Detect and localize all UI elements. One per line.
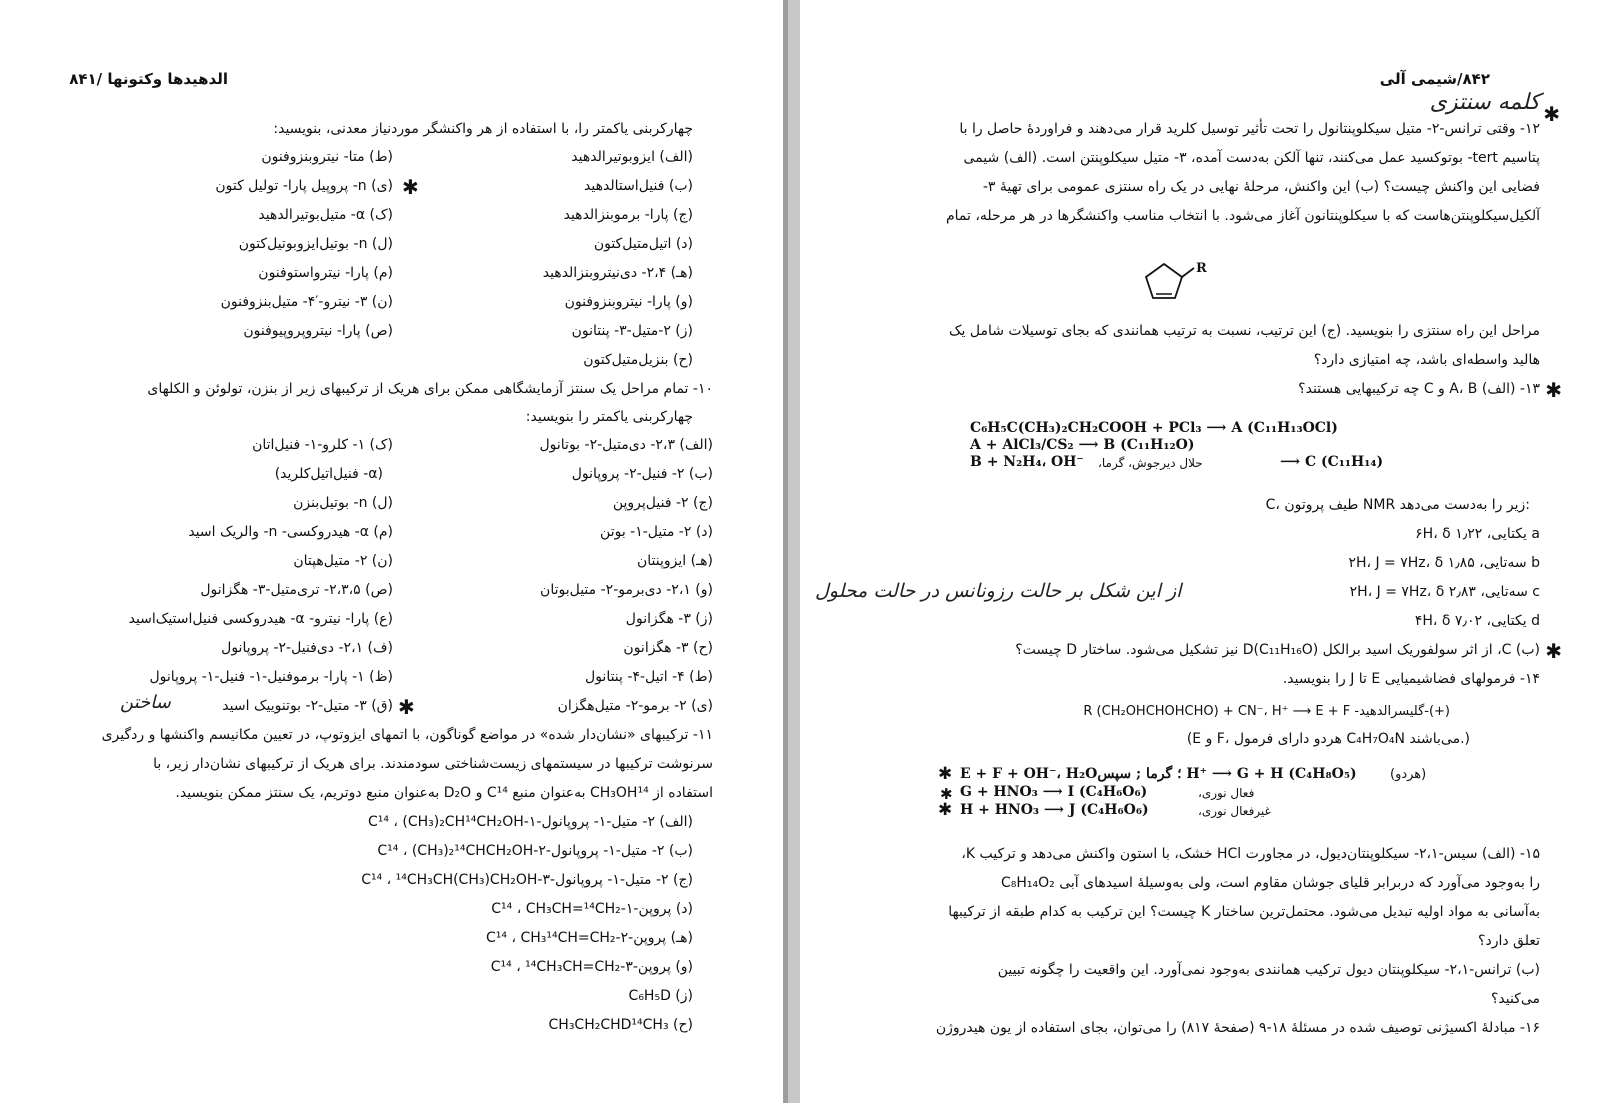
handwritten-header-note: کلمه سنتزی [1429,90,1540,115]
q10-item: (ق) ۳- متیل-۲- بوتنوییک اسید [222,698,393,714]
q14-note: غیرفعال نوری، [1198,804,1271,818]
q14-note: فعال نوری، [1198,786,1255,800]
q13-equation: C₆H₅C(CH₃)₂CH₂COOH + PCl₃ ⟶ A (C₁₁H₁₃OCl) [970,420,1338,436]
q11-line: ۱۱- ترکیبهای «نشان‌دار شده» در مواضع گوناگون، با اتمهای ایزوتوپ، در تعیین مکانیسم واکنشها و ردگیری [101,727,713,743]
q12-line: هالید واسطه‌ای باشد، چه امتیازی دارد؟ [1313,352,1540,368]
q13-condition: حلال دیرجوش، گرما، [1098,456,1203,470]
q15-line: C₈H₁₄O₂ را به‌وجود می‌آورد که دربرابر قلیای جوشان مقاوم است، ولی به‌وسیلهٔ اسیدهای آبی [1001,875,1540,891]
q11-line: استفاده از CH₃OH¹⁴ به‌عنوان منبع C¹⁴ و D₂O به‌عنوان منبع دوتریم، یک سنتز ممکن بنویسید. [175,785,713,801]
q9-item: (ی) n- پروپیل پارا- تولیل کتون [215,178,393,194]
q11-item: (ز) C₆H₅D [628,988,693,1004]
q9-item: (ب) فنیل‌استالدهید [584,178,693,194]
handwritten-note: ساختن [120,692,171,713]
q15-line: (ب) ترانس-۲،۱- سیکلوپنتان دیول ترکیب همانندی به‌وجود نمی‌آورد. این واقعیت را چگونه تبیین [997,962,1540,978]
q12-line: ۱۲- وقتی ترانس-۲- متیل سیکلوپنتانول را تحت تأثیر توسیل کلرید قرار می‌دهند و فراوردهٔ حاصل را با [959,121,1540,137]
q14-equation: E + F + OH⁻، H₂O؛ گرما ; سپس H⁺ ⟶ G + H (C₄H₈O₅) [960,766,1357,782]
q10-item: (ف) ۲،۱- دی‌فنیل-۲- پروپانول [221,640,393,656]
q14-equation: G + HNO₃ ⟶ I (C₄H₆O₆) [960,784,1148,800]
q13-equation: A + AlCl₃/CS₂ ⟶ B (C₁₁H₁₂O) [970,437,1195,453]
intro-line: چهارکربنی یاکمتر را، با استفاده از هر واکنشگر موردنیاز معدنی، بنویسید: [273,121,693,137]
q10-item: (ب) ۲- فنیل-۲- پروپانول [571,466,713,482]
q13-line: ۱۳- (الف) A، B و C چه ترکیبهایی هستند؟ [1298,381,1540,397]
q10-item: (الف) ۲،۳- دی‌متیل-۲- بوتانول [539,437,713,453]
q14-note: (E و F، هردو دارای فرمول C₄H₇O₄N می‌باشند.) [1186,731,1470,747]
nmr-intro: C، طیف پروتون NMR زیر را به‌دست می‌دهد: [1265,497,1530,513]
q14-note: (هردو) [1390,767,1427,782]
right-page [800,0,1600,1103]
handwritten-star-icon: ✱ [1545,378,1562,402]
q9-item: (ط) متا- نیتروبنزوفنون [261,149,393,165]
q10-item: (ل) n- بوتیل‌بنزن [293,495,393,511]
handwritten-star-icon: ✱ [1545,639,1562,663]
handwritten-star-icon: ✱ [938,800,953,820]
q9-item: (م) پارا- نیترواستوفنون [258,265,393,281]
q10-item: (ص) ۲،۳،۵- تری‌متیل-۳- هگزانول [200,582,393,598]
q9-item: (هـ) ۲،۴- دی‌نیتروبنزالدهید [542,265,693,281]
book-gutter [783,0,800,1103]
q14-equation: H + HNO₃ ⟶ J (C₄H₆O₆) [960,802,1149,818]
q10-item: (ح) ۳- هگزانون [623,640,713,656]
q13-equation: ⟶ C (C₁₁H₁₄) [1280,454,1384,470]
left-page-header: الدهیدها وکتونها /۸۴۱ [69,70,228,88]
q9-item: (ل) n- بوتیل‌ایزوبوتیل‌کتون [238,236,393,252]
left-page [0,0,783,1103]
nmr-signal: c سه‌تایی، ۲H، J = ۷Hz، δ ۲٫۸۳ [1349,584,1540,600]
handwritten-nmr-note: از این شکل بر حالت رزونانس در حالت محلول [815,580,1182,602]
q12-line: فضایی این واکنش چیست؟ (ب) این واکنش، مرحلهٔ نهایی در یک راه سنتزی عمومی برای تهیهٔ ۳- [982,179,1540,195]
q11-item: (ج) ۲- متیل-۱- پروپانول-۳-C¹⁴ ، ¹⁴CH₃CH(CH₃)CH₂OH [361,872,693,888]
q10-item: (ط) ۴- اتیل-۴- پنتانول [585,669,713,685]
q14-line: ۱۴- فرمولهای فضاشیمیایی E تا J را بنویسید. [1282,671,1540,687]
q10-item: (هـ) ایزوپنتان [636,553,713,569]
q15-line: ۱۵- (الف) سیس-۲،۱- سیکلوپنتان‌دیول، در مجاورت HCl خشک، با استون واکنش می‌دهد و ترکیب K، [961,846,1540,862]
q10-line: ۱۰- تمام مراحل یک سنتز آزمایشگاهی ممکن برای هریک از ترکیبهای زیر از بنزن، تولوئن و الکلهای [147,381,713,397]
q9-item: (ن) ۳- نیترو-′۴- متیل‌بنزوفنون [220,294,393,310]
q11-item: (د) پروپن-۱-C¹⁴ ، CH₃CH=¹⁴CH₂ [491,901,693,917]
q9-item: (و) پارا- نیتروبنزوفنون [564,294,693,310]
q14-equation: (+)-گلیسرالدهید- R (CH₂OHCHOHCHO) + CN⁻، H⁺ ⟶ E + F [1083,704,1450,719]
q10-item: (م) α- هیدروکسی- n- والریک اسید [188,524,393,540]
q9-item: (ص) پارا- نیتروپروپیوفنون [243,323,393,339]
q16-line: ۱۶- مبادلهٔ اکسیژنی توصیف شده در مسئلهٔ ۱۸-۹ (صفحهٔ ۸۱۷) را می‌توان، بجای استفاده از یون هیدروژن [935,1020,1540,1036]
q15-line: تعلق دارد؟ [1478,933,1540,949]
q9-item: (ک) α- متیل‌بوتیرالدهید [258,207,393,223]
right-page-header: ۸۴۲/شیمی آلی [1379,70,1490,88]
handwritten-star-icon: ✱ [1543,102,1560,126]
handwritten-star-icon: ✱ [940,785,953,803]
q11-item: (و) پروپن-۳-C¹⁴ ، ¹⁴CH₃CH=CH₂ [490,959,693,975]
q12-line: آلکیل‌سیکلوپنتن‌هاست که با سیکلوپنتانون آغاز می‌شود. با انتخاب مناسب واکنشگرها در هر مرحله، تمام [945,208,1540,224]
q15-line: می‌کنید؟ [1490,991,1540,1007]
q9-item: (د) اتیل‌متیل‌کتون [593,236,693,252]
handwritten-star-icon: ✱ [938,764,953,784]
q10-line: چهارکربنی یاکمتر را بنویسید: [525,409,693,425]
q10-item: (ظ) ۱- پارا- برموفنیل-۱- فنیل-۱- پروپانول [149,669,393,685]
q10-item: (ز) ۳- هگزانول [625,611,713,627]
q15-line: به‌آسانی به مواد اولیه تبدیل می‌شود. محتمل‌ترین ساختار K چیست؟ این ترکیب به کدام طبقه از ترکیبها [948,904,1540,920]
q10-item: (α- فنیل‌اتیل‌کلرید) [274,466,383,482]
q9-item: (ز) ۲-متیل-۳- پنتانون [571,323,693,339]
q10-item: (ن) ۲- متیل‌هپتان [293,553,393,569]
q9-item: (ج) پارا- برموبنزالدهید [563,207,693,223]
q10-item: (ی) ۲- برمو-۲- متیل‌هگزان [557,698,713,714]
q11-line: سرنوشت ترکیبها در سیستمهای زیست‌شناختی سودمندند. برای هریک از ترکیبهای نشان‌دار زیر، با [153,756,713,772]
q11-item: (ب) ۲- متیل-۱- پروپانول-۲-C¹⁴ ، (CH₃)₂¹⁴CHCH₂OH [377,843,693,859]
q10-item: (ج) ۲- فنیل‌پروپن [612,495,713,511]
q10-item: (ع) پارا- نیترو- α- هیدروکسی فنیل‌استیک‌اسید [128,611,393,627]
nmr-signal: b سه‌تایی، ۲H، J = ۷Hz، δ ۱٫۸۵ [1348,555,1540,571]
q10-item: (ک) ۱- کلرو-۱- فنیل‌اتان [252,437,393,453]
nmr-signal: d یکتایی، ۴H، δ ۷٫۰۲ [1414,613,1540,629]
q12-line: پتاسیم tert- بوتوکسید عمل می‌کنند، تنها آلکن به‌دست آمده، ۳- متیل سیکلوپنتن است. (الف) شیمی [963,150,1540,166]
q11-item: (هـ) پروپن-۲-C¹⁴ ، CH₃¹⁴CH=CH₂ [486,930,693,946]
q11-item: (الف) ۲- متیل-۱- پروپانول-۱-C¹⁴ ، (CH₃)₂CH¹⁴CH₂OH [367,814,693,830]
q13-equation: B + N₂H₄، OH⁻ [970,454,1084,470]
q9-item: (ح) بنزیل‌متیل‌کتون [583,352,693,368]
handwritten-star-icon: ✱ [402,175,419,199]
q11-item: (ح) CH₃CH₂CHD¹⁴CH₃ [548,1017,693,1033]
q13b-line: (ب) C، از اثر سولفوریک اسید برالکل D(C₁₁H₁₆O) نیز تشکیل می‌شود. ساختار D چیست؟ [1015,642,1540,658]
structure-r-label: R [1196,261,1207,276]
handwritten-star-icon: ✱ [398,695,415,719]
q12-line: مراحل این راه سنتزی را بنویسید. (ج) این ترتیب، نسبت به ترتیب همانندی که بجای توسیلات شامل یک [948,323,1540,339]
q9-item: (الف) ایزوبوتیرالدهید [571,149,693,165]
q10-item: (و) ۲،۱- دی‌برمو-۲- متیل‌بوتان [540,582,713,598]
nmr-signal: a یکتایی، ۶H، δ ۱٫۲۲ [1415,526,1540,542]
q10-item: (د) ۲- متیل-۱- بوتن [600,524,713,540]
